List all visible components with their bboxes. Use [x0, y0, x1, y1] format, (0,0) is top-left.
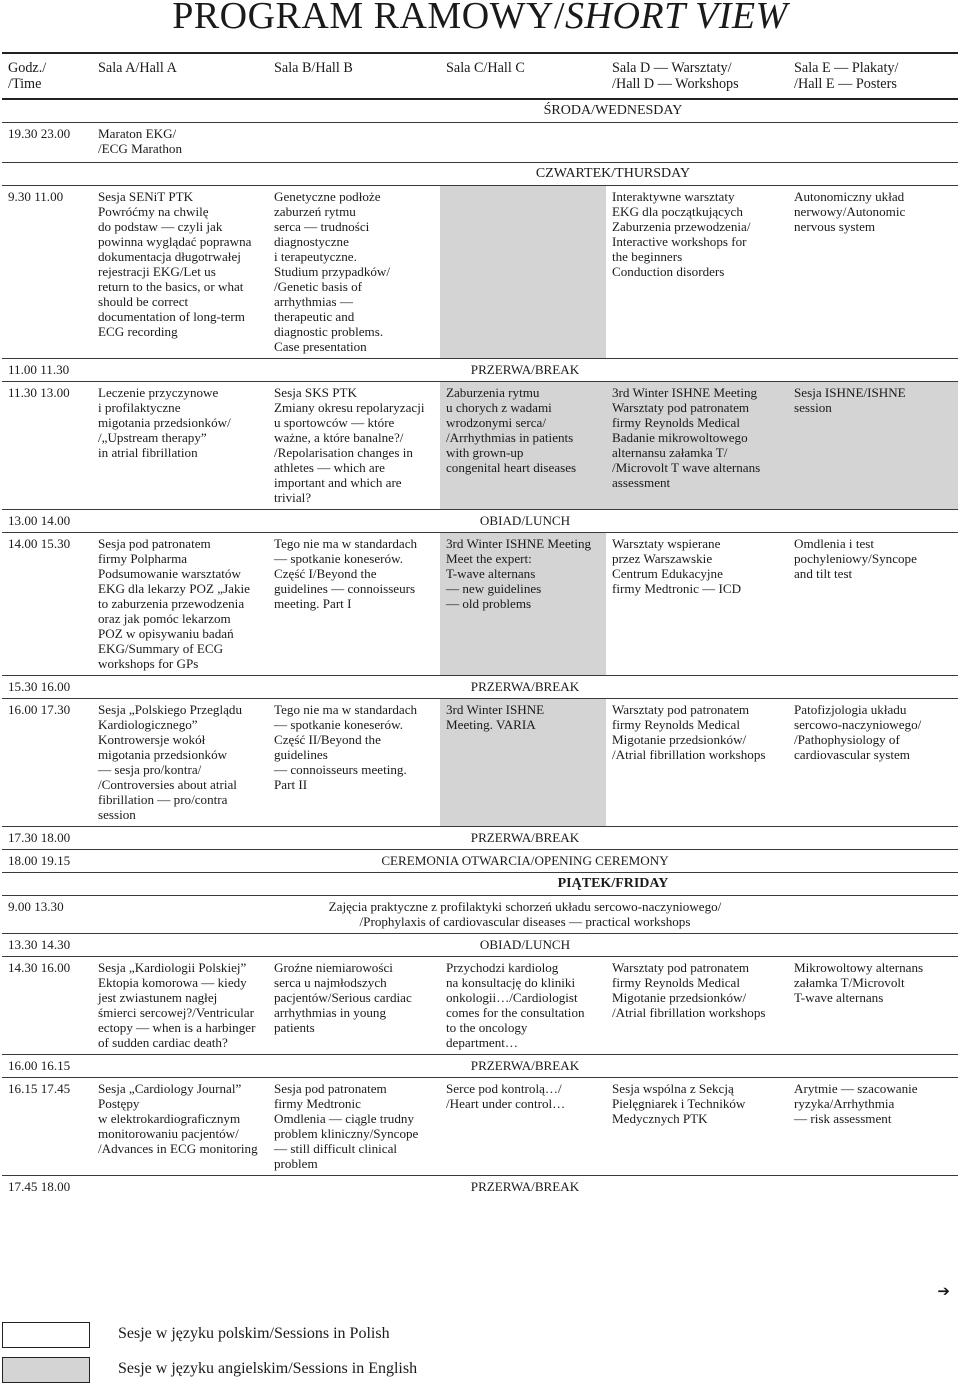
session-cell-d: Warsztaty wspierane przez Warszawskie Centrum Edukacyjne firmy Medtronic — ICD: [606, 533, 788, 676]
session-cell-b: Groźne niemiarowości serca u najmłodszych pacjentów/Serious cardiac arrhythmias in young patients: [268, 957, 440, 1055]
time-slot: 16.00 17.30: [2, 699, 92, 827]
banner-row: [2, 827, 958, 850]
session-cell-b: Tego nie ma w standardach — spotkanie koneserów. Część II/Beyond the guidelines — connoisseurs meeting. Part II: [268, 699, 440, 827]
header-hall-c: Sala C/Hall C: [440, 53, 606, 99]
header-row: [2, 53, 958, 99]
time-slot: 11.30 13.00: [2, 382, 92, 510]
time-slot: 18.00 19.15: [2, 850, 92, 873]
session-cell-d: 3rd Winter ISHNE Meeting Warsztaty pod patronatem firmy Reynolds Medical Badanie mikrowoltowego alternansu załamka T/ /Microvolt T wave alternans assessment: [606, 382, 788, 510]
banner-row: [2, 850, 958, 873]
time-slot: 19.30 23.00: [2, 123, 92, 163]
session-cell: Maraton EKG/ /ECG Marathon: [92, 123, 268, 163]
header-hall-a: Sala A/Hall A: [92, 53, 268, 99]
session-cell-b: Sesja SKS PTK Zmiany okresu repolaryzacji u sportowców — które ważne, a które banalne?/ /Repolarisation changes in athletes — which are important and which are trivial?: [268, 382, 440, 510]
session-cell-e: Patofizjologia układu sercowo-naczyniowego/ /Pathophysiology of cardiovascular system: [788, 699, 958, 827]
session-cell-a: Leczenie przyczynowe i profilaktyczne migotania przedsionków/ /„Upstream therapy” in atrial fibrillation: [92, 382, 268, 510]
banner-row: [2, 1176, 958, 1199]
session-cell-b: Tego nie ma w standardach — spotkanie koneserów. Część I/Beyond the guidelines — connoisseurs meeting. Part I: [268, 533, 440, 676]
session-row: [2, 533, 958, 676]
session-cell-c: Przychodzi kardiolog na konsultację do kliniki onkologii…/Cardiologist comes for the consultation to the oncology department…: [440, 957, 606, 1055]
time-slot: 11.00 11.30: [2, 359, 92, 382]
session-cell-e: Mikrowoltowy alternans załamka T/Microvolt T-wave alternans: [788, 957, 958, 1055]
session-cell-c: Serce pod kontrolą…/ /Heart under control…: [440, 1078, 606, 1176]
header-hall-e: Sala E — Plakaty/ /Hall E — Posters: [788, 53, 958, 99]
banner-cell: OBIAD/LUNCH: [92, 510, 958, 533]
time-slot: 15.30 16.00: [2, 676, 92, 699]
header-hall-d: Sala D — Warsztaty/ /Hall D — Workshops: [606, 53, 788, 99]
banner-cell: PRZERWA/BREAK: [92, 1176, 958, 1199]
day-label-thursday: CZWARTEK/THURSDAY: [268, 163, 958, 186]
session-cell-b: Genetyczne podłoże zaburzeń rytmu serca — trudności diagnostyczne i terapeutyczne. Studium przypadków/ /Genetic basis of arrhythmias — therapeutic and diagnostic problems. Case presentation: [268, 186, 440, 359]
day-row-friday: [2, 873, 958, 896]
session-row: [2, 1078, 958, 1176]
session-row: [2, 382, 958, 510]
session-cell-c: 3rd Winter ISHNE Meeting Meet the expert: T-wave alternans — new guidelines — old problems: [440, 533, 606, 676]
banner-cell: OBIAD/LUNCH: [92, 934, 958, 957]
legend-label-english: Sesje w języku angielskim/Sessions in English: [118, 1360, 418, 1377]
day-label-friday: PIĄTEK/FRIDAY: [268, 873, 958, 896]
session-cell-c: [440, 186, 606, 359]
banner-cell: PRZERWA/BREAK: [92, 359, 958, 382]
session-cell-e: Arytmie — szacowanie ryzyka/Arrhythmia — risk assessment: [788, 1078, 958, 1176]
session-row: [2, 957, 958, 1055]
session-row: [2, 123, 958, 163]
banner-cell: PRZERWA/BREAK: [92, 1055, 958, 1078]
time-slot: 14.00 15.30: [2, 533, 92, 676]
legend-swatch-polish: [2, 1322, 90, 1348]
time-slot: 9.00 13.30: [2, 896, 92, 934]
banner-row: [2, 359, 958, 382]
banner-row: [2, 896, 958, 934]
banner-row: [2, 934, 958, 957]
session-cell-d: Warsztaty pod patronatem firmy Reynolds Medical Migotanie przedsionków/ /Atrial fibrillation workshops: [606, 957, 788, 1055]
time-slot: 16.15 17.45: [2, 1078, 92, 1176]
time-slot: 13.00 14.00: [2, 510, 92, 533]
session-cell-c: Zaburzenia rytmu u chorych z wadami wrodzonymi serca/ /Arrhythmias in patients with grown-up congenital heart diseases: [440, 382, 606, 510]
legend-english: [2, 1357, 702, 1383]
session-cell-a: Sesja „Kardiologii Polskiej” Ektopia komorowa — kiedy jest zwiastunem nagłej śmierci sercowej?/Ventricular ectopy — when is a harbinger of sudden cardiac death?: [92, 957, 268, 1055]
header-time: Godz./ /Time: [2, 53, 92, 99]
session-cell-a: Sesja pod patronatem firmy Polpharma Podsumowanie warsztatów EKG dla lekarzy POZ „Jakie to zaburzenia przewodzenia oraz jak pomóc lekarzom POZ w opisywaniu badań EKG/Summary of ECG workshops for GPs: [92, 533, 268, 676]
banner-cell: CEREMONIA OTWARCIA/OPENING CEREMONY: [92, 850, 958, 873]
banner-cell: Zajęcia praktyczne z profilaktyki schorzeń układu sercowo-naczyniowego/ /Prophylaxis of cardiovascular diseases — practical workshops: [92, 896, 958, 934]
page-title: PROGRAM RAMOWY/SHORT VIEW: [172, 0, 788, 37]
session-cell-e: Autonomiczny układ nerwowy/Autonomic nervous system: [788, 186, 958, 359]
legend-polish: [2, 1322, 702, 1348]
session-cell-a: Sesja „Polskiego Przeglądu Kardiologicznego” Kontrowersje wokół migotania przedsionków — sesja pro/kontra/ /Controversies about atrial fibrillation — pro/contra session: [92, 699, 268, 827]
session-cell-a: Sesja SENiT PTK Powróćmy na chwilę do podstaw — czyli jak powinna wyglądać poprawna dokumentacja długotrwałej rejestracji EKG/Let us return to the basics, or what should be correct documentation of long-term ECG recording: [92, 186, 268, 359]
session-cell-d: Sesja wspólna z Sekcją Pielęgniarek i Techników Medycznych PTK: [606, 1078, 788, 1176]
day-row-wednesday: [2, 99, 958, 123]
session-cell-a: Sesja „Cardiology Journal” Postępy w elektrokardiograficznym monitorowaniu pacjentów/ /Advances in ECG monitoring: [92, 1078, 268, 1176]
banner-row: [2, 510, 958, 533]
day-row-thursday: [2, 163, 958, 186]
session-cell-b: Sesja pod patronatem firmy Medtronic Omdlenia — ciągle trudny problem kliniczny/Syncope — still difficult clinical problem: [268, 1078, 440, 1176]
time-slot: 14.30 16.00: [2, 957, 92, 1055]
header-hall-b: Sala B/Hall B: [268, 53, 440, 99]
time-slot: 9.30 11.00: [2, 186, 92, 359]
legend-label-polish: Sesje w języku polskim/Sessions in Polish: [118, 1325, 390, 1342]
program-table: [2, 52, 958, 1198]
next-page-arrow-icon: ➔: [937, 1284, 950, 1300]
banner-cell: PRZERWA/BREAK: [92, 676, 958, 699]
banner-cell: PRZERWA/BREAK: [92, 827, 958, 850]
day-label-wednesday: ŚRODA/WEDNESDAY: [268, 99, 958, 123]
time-slot: 13.30 14.30: [2, 934, 92, 957]
banner-row: [2, 1055, 958, 1078]
session-cell-d: Interaktywne warsztaty EKG dla początkujących Zaburzenia przewodzenia/ Interactive workshops for the beginners Conduction disorders: [606, 186, 788, 359]
session-cell-d: Warsztaty pod patronatem firmy Reynolds Medical Migotanie przedsionków/ /Atrial fibrillation workshops: [606, 699, 788, 827]
session-row: [2, 186, 958, 359]
session-cell-e: Sesja ISHNE/ISHNE session: [788, 382, 958, 510]
legend-swatch-english: [2, 1357, 90, 1383]
time-slot: 16.00 16.15: [2, 1055, 92, 1078]
time-slot: 17.45 18.00: [2, 1176, 92, 1199]
session-cell-e: Omdlenia i test pochyleniowy/Syncope and tilt test: [788, 533, 958, 676]
session-row: [2, 699, 958, 827]
banner-row: [2, 676, 958, 699]
time-slot: 17.30 18.00: [2, 827, 92, 850]
session-cell-c: 3rd Winter ISHNE Meeting. VARIA: [440, 699, 606, 827]
